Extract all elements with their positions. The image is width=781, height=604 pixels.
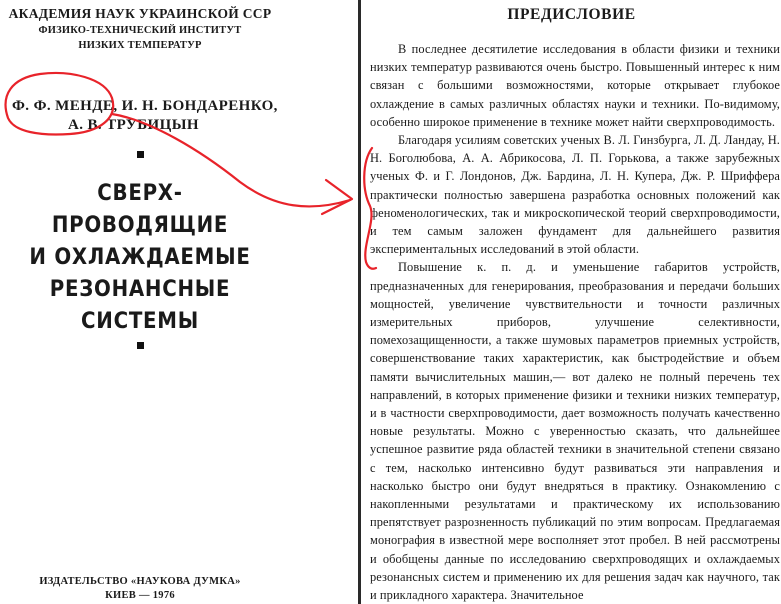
right-page	[362, 0, 781, 604]
square-bullet-icon	[137, 342, 144, 349]
paragraph: В последнее десятилетие исследования в области физики и техники низких температур развиваются очень быстро. Повышенный интерес к ним связан с большими возможностями, которые открывает глубокое охлаждение в самых различных областях науки и техники. По-видимому, особенно широкое применение в технике может найти сверхпроводимость.	[370, 42, 780, 129]
publisher-name: ИЗДАТЕЛЬСТВО «НАУКОВА ДУМКА»	[39, 576, 241, 587]
title-line: ПРОВОДЯЩИЕ	[51, 213, 229, 238]
academy-header: АКАДЕМИЯ НАУК УКРАИНСКОЙ ССР	[8, 6, 272, 21]
paragraph: Повышение к. п. д. и уменьшение габаритов устройств, предназначенных для генерирования, преобразования и передачи больших мощностей, увеличение чувствительности и точности различных измерительных приборов, улучшение селективности, помехозащищенности, а также шумовых параметров приемных устройств, совершенствование таких характеристик, как быстродействие и объем памяти вычислительных машин,— вот далеко не полный перечень тех направлений, в которых применение физики и техники низких температур, и в частности сверхпроводимости, дает возможность получать качественно новые результаты. Можно с уверенностью сказать, что дальнейшее успешное развитие ряда областей техники в значительной степени связано с тем, насколько интенсивно будут развиваться эти направления и насколько быстро они будут внедряться в практику. Ознакомлению с накопленными результатами и практическому их использованию препятствует разрозненность публикаций по этим вопросам. Предлагаемая монография в известной мере восполняет этот пробел. В ней рассмотрены и обобщены данные по исследованию сверхпроводящих и охлаждаемых резонансных систем и применению их для решения задач как научного, так и прикладного характера. Значительное	[370, 260, 780, 603]
institute-line-1: ФИЗИКО-ТЕХНИЧЕСКИЙ ИНСТИТУТ	[38, 25, 242, 36]
title-line: СВЕРХ-	[97, 181, 183, 206]
city-year: КИЕВ — 1976	[105, 590, 175, 601]
title-line: СИСТЕМЫ	[81, 309, 199, 334]
paragraph: Благодаря усилиям советских ученых В. Л. Гинзбурга, Л. Д. Ландау, Н. Н. Боголюбова, А. А. Абрикосова, Л. П. Горькова, а также зарубежных ученых Ф. и Г. Лондонов, Дж. Бардина, Л. Н. Купера, Дж. Р. Шриффера практически полностью завершена разработка основных положений как феноменологических, так и микроскопической теорий сверхпроводимости, и тем самым заложен фундамент для дальнейшего развития экспериментальных исследований в этой области.	[370, 133, 780, 257]
authors-line-1: Ф. Ф. МЕНДЕ, И. Н. БОНДАРЕНКО,	[12, 98, 278, 114]
left-page	[0, 0, 358, 604]
square-bullet-icon	[137, 151, 144, 158]
title-line: РЕЗОНАНСНЫЕ	[49, 277, 231, 302]
page-divider	[358, 0, 361, 604]
book-title	[0, 178, 280, 338]
title-line: И ОХЛАЖДАЕМЫЕ	[29, 245, 251, 270]
preface-heading: ПРЕДИСЛОВИЕ	[507, 6, 636, 23]
preface-body	[370, 40, 780, 604]
authors-line-2: А. В. ТРУБИЦЫН	[68, 117, 199, 133]
institute-line-2: НИЗКИХ ТЕМПЕРАТУР	[78, 40, 202, 51]
